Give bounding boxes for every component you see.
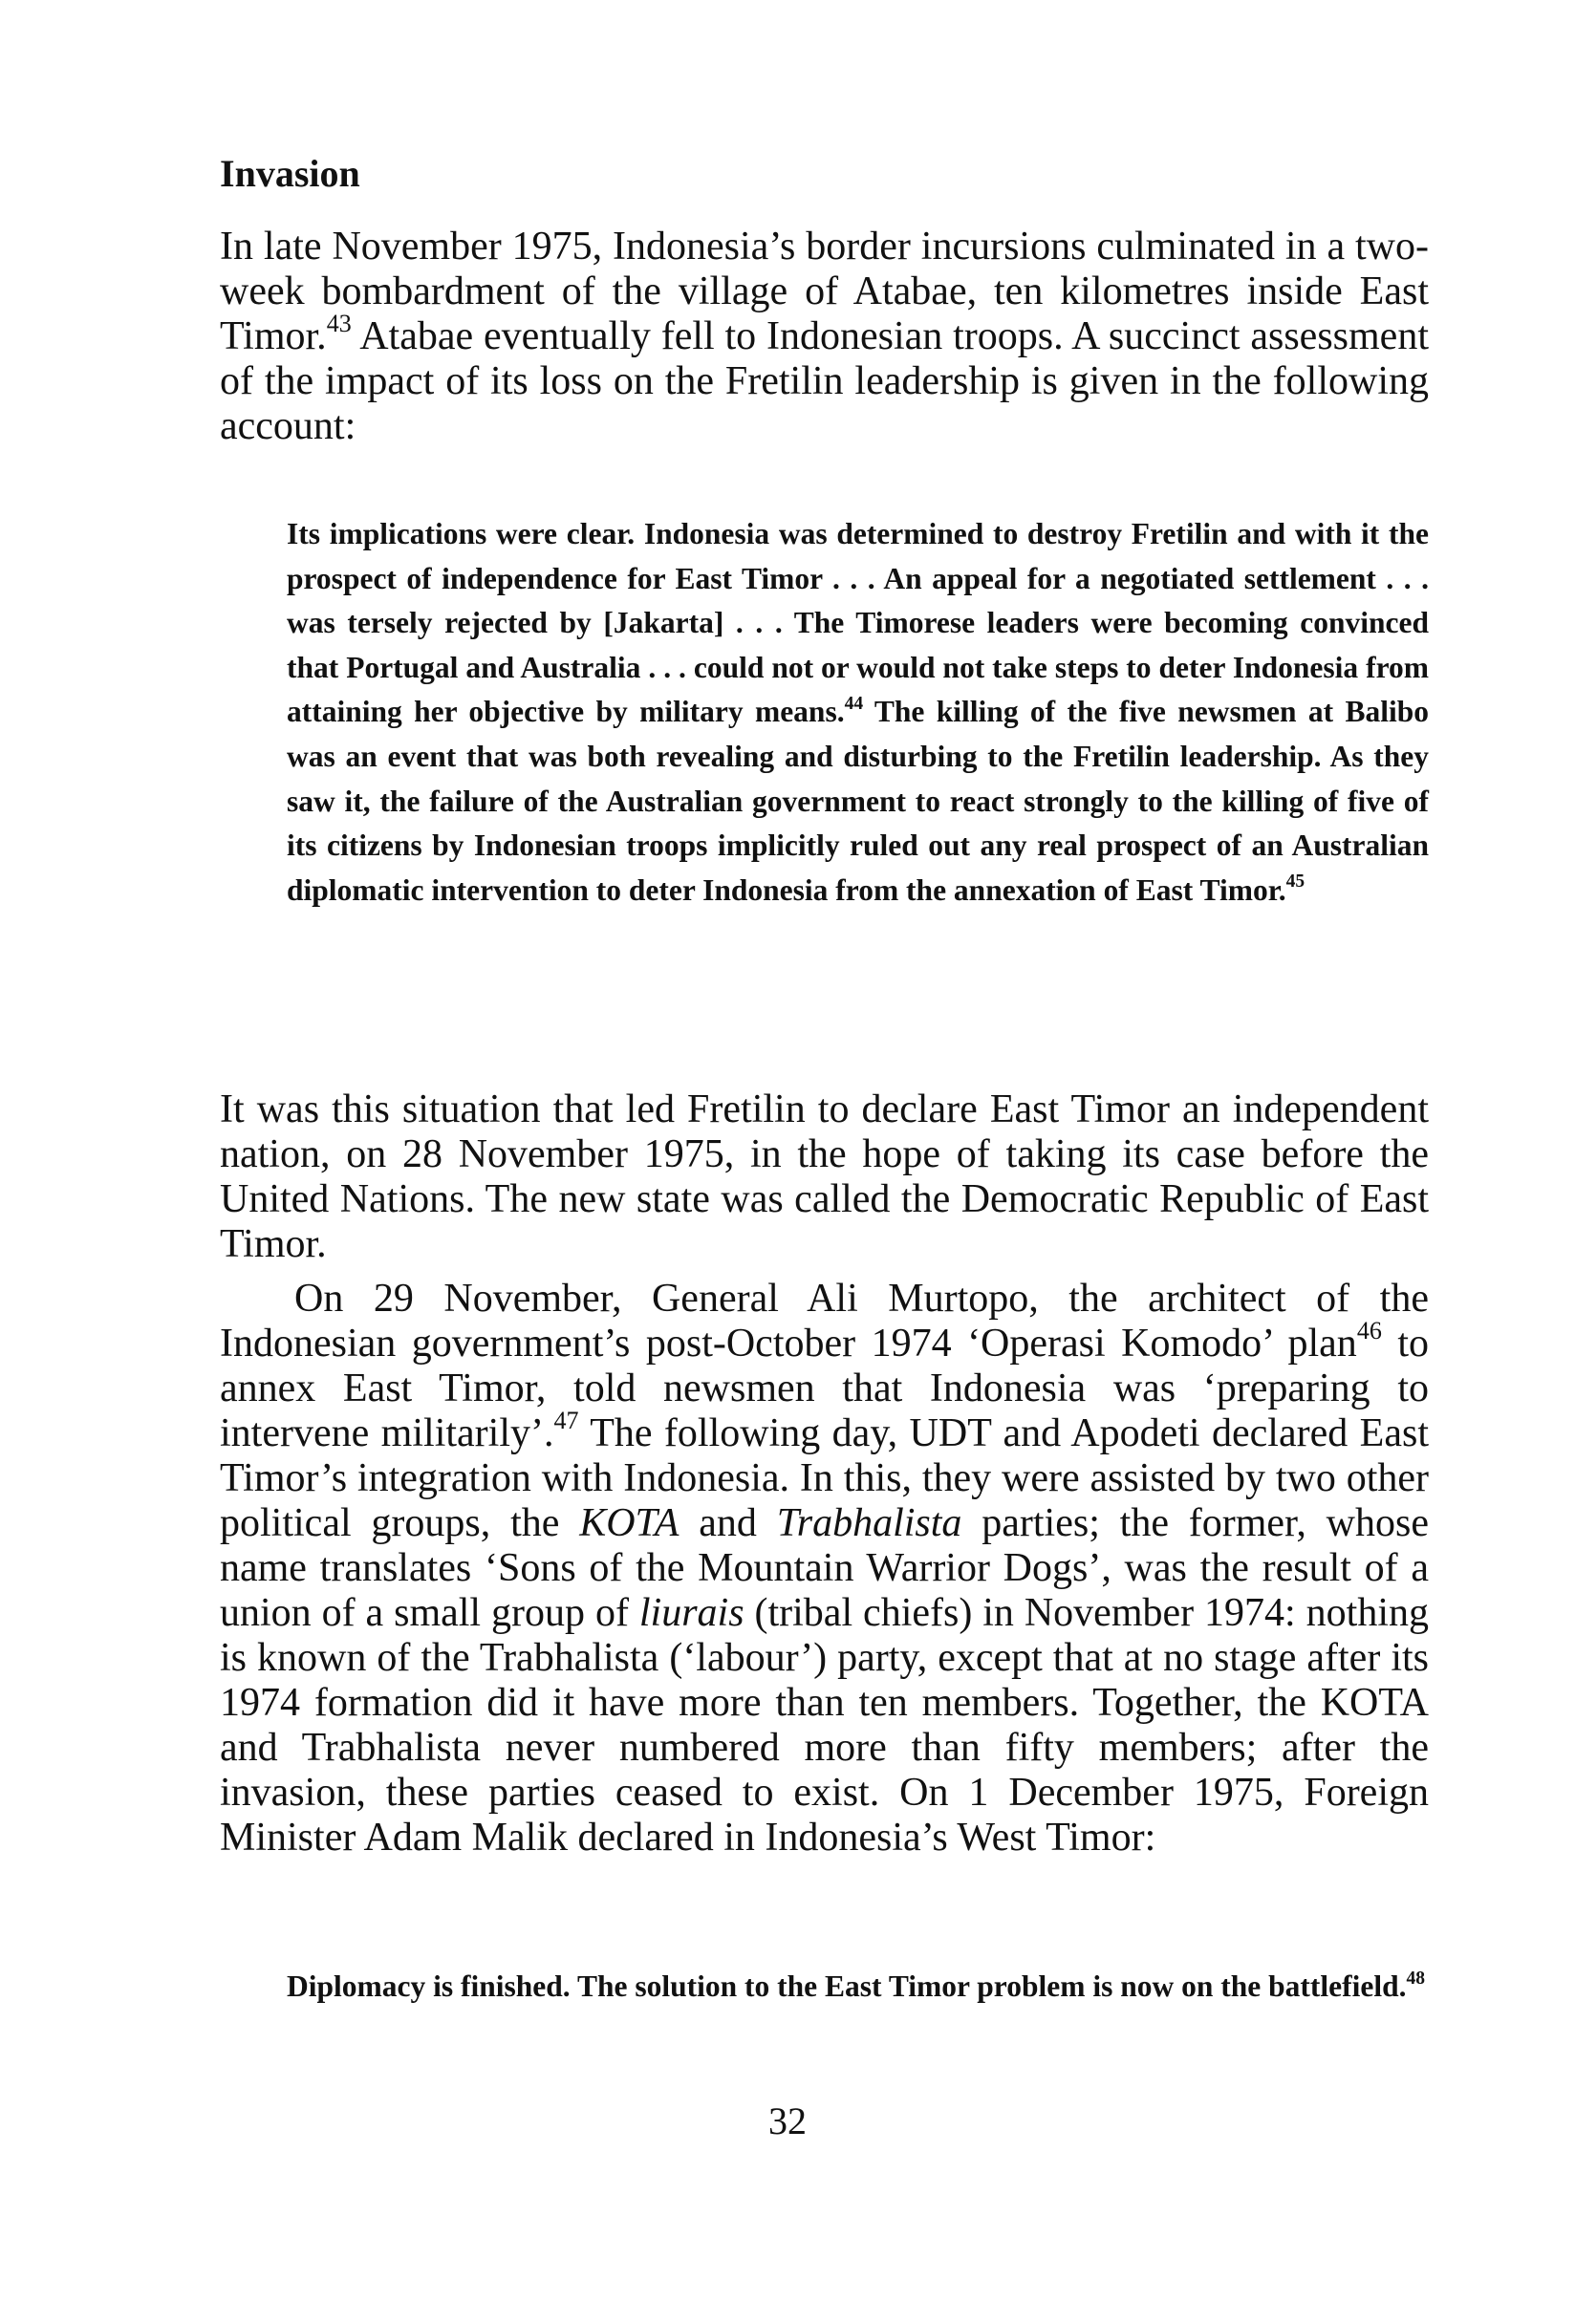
footnote-ref-45: 45 [1285,872,1305,893]
section-heading: Invasion [220,152,360,195]
party-name-trabhalista: Trabhalista [776,1501,962,1545]
party-name-kota: KOTA [579,1501,680,1545]
paragraph-3-text-b: to annex East Timor, told newsmen that Indonesia was ‘preparing to intervene militarily’. [220,1322,1429,1455]
footnote-ref-47: 47 [553,1407,579,1435]
paragraph-3 [220,1277,1429,1861]
paragraph-3-text-d: and [679,1501,777,1545]
paragraph-1 [220,225,1429,449]
footnote-ref-43: 43 [326,310,352,338]
block-quote-1 [287,512,1429,913]
paragraph-3-text-c: The following day, UDT and Apodeti declared East Timor’s integration with Indonesia. In this, they were assisted by two other political groups, the [220,1411,1429,1545]
block-quote-1-text: Its implications were clear. Indonesia was determined to destroy Fretilin and with it the prospect of independence for East Timor . . . An appeal for a negotiated settlement . . . was tersely rejected by [Jakarta] . . . The Timorese leaders were becoming convinced that Portugal and Australia . . . could not or would not take steps to deter Indonesia from attaining her objective by military means. [287,517,1429,729]
paragraph-3-text-f: (tribal chiefs) in November 1974: nothing is known of the Trabhalista (‘labour’) party, except that at no stage after its 1974 formation did it have more than ten members. Together, the KOTA and Trabhalista never numbered more than fifty members; after the invasion, these parties ceased to exist. On 1 December 1975, Foreign Minister Adam Malik declared in Indonesia’s West Timor: [220,1591,1429,1860]
block-quote-2-text: Diplomacy is finished. The solution to the East Timor problem is now on the battlefield. [287,1969,1407,2003]
paragraph-1-text: In late November 1975, Indonesia’s border incursions culminated in a two-week bombardment of the village of Atabae, ten kilometres inside East Timor. [220,225,1429,358]
paragraph-1-text-cont: Atabae eventually fell to Indonesian troops. A succinct assessment of the impact of its loss on the Fretilin leadership is given in the following account: [220,314,1429,448]
paragraph-3-text-e: parties; the former, whose name translates ‘Sons of the Mountain Warrior Dogs’, was the result of a union of a small group of [220,1501,1429,1635]
footnote-ref-48: 48 [1406,1968,1425,1989]
term-liurais: liurais [638,1591,744,1635]
footnote-ref-44: 44 [844,693,864,714]
block-quote-2 [287,1965,1429,2009]
page-number: 32 [768,2099,807,2142]
paragraph-2: It was this situation that led Fretilin to declare East Timor an independent nation, on 28 November 1975, in the hope of taking its case before the United Nations. The new state was called the Democratic Republic of East Timor. [220,1087,1429,1266]
footnote-ref-46: 46 [1356,1317,1382,1345]
block-quote-1-text-cont: The killing of the five newsmen at Balibo was an event that was both revealing and disturbing to the Fretilin leadership. As they saw it, the failure of the Australian government to react strongly to the killing of five of its citizens by Indonesian troops implicitly ruled out any real prospect of an Australian diplomatic intervention to deter Indonesia from the annexation of East Timor. [287,695,1429,907]
paragraph-3-text: On 29 November, General Ali Murtopo, the architect of the Indonesian government’s post-October 1974 ‘Operasi Komodo’ plan [220,1277,1429,1366]
